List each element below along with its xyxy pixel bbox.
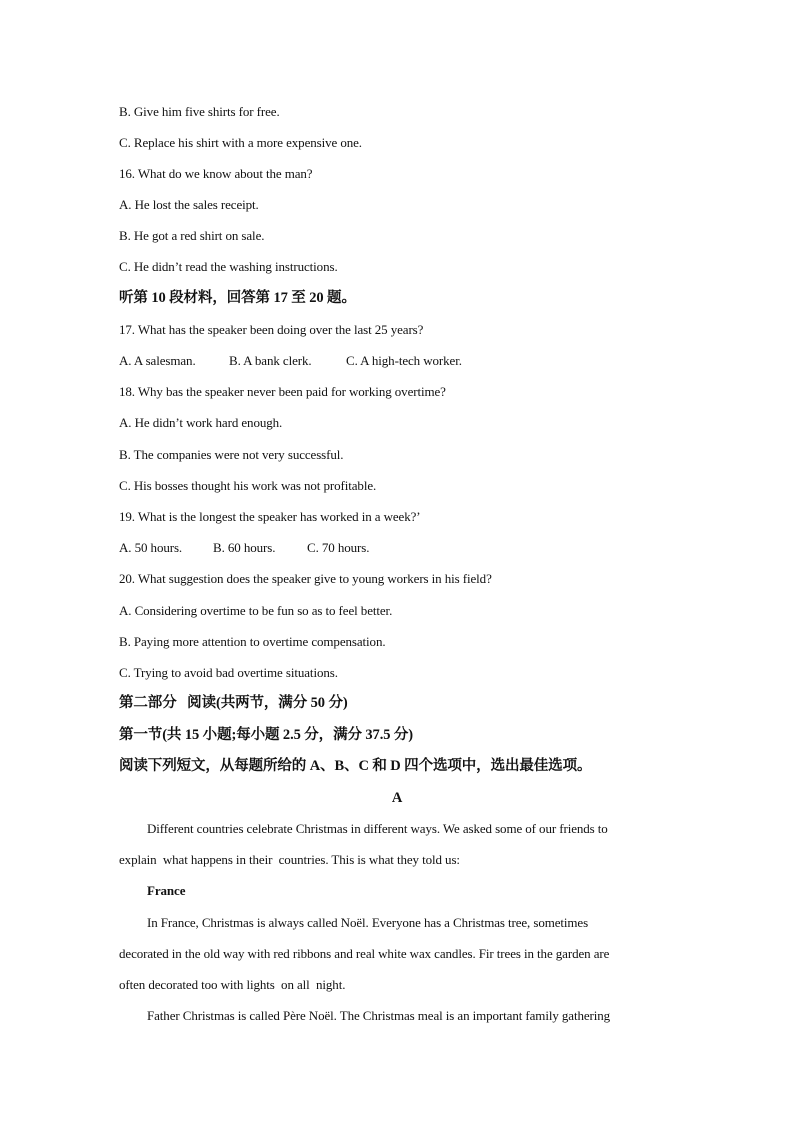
option-16b: B. He got a red shirt on sale. — [119, 228, 265, 243]
passage-paragraph-2-line-1: In France, Christmas is always called Noël. Everyone has a Christmas tree, sometimes — [147, 915, 589, 930]
option-20a: A. Considering overtime to be fun so as to feel better. — [119, 603, 393, 618]
reading-instruction: 阅读下列短文，从每题所给的 A、B、C 和 D 四个选项中，选出最佳选项。 — [119, 758, 592, 774]
option-20c: C. Trying to avoid bad overtime situations. — [119, 665, 338, 680]
section-one-heading: 第一节(共 15 小题;每小题 2.5 分，满分 37.5 分) — [119, 727, 414, 743]
option-18c: C. His bosses thought his work was not profitable. — [119, 478, 377, 493]
passage-paragraph-1-line-2: explain what happens in their countries. This is what they told us: — [119, 852, 460, 867]
question-19: 19. What is the longest the speaker has worked in a week?’ — [119, 509, 421, 524]
section-instruction-10: 听第 10 段材料，回答第 17 至 20 题。 — [119, 290, 356, 306]
option-17b: B. A bank clerk. — [229, 353, 312, 368]
passage-paragraph-3-line-1: Father Christmas is called Père Noël. The Christmas meal is an important family gathering — [147, 1008, 611, 1023]
option-19a: A. 50 hours. — [119, 540, 183, 555]
option-19b: B. 60 hours. — [213, 540, 276, 555]
option-18b: B. The companies were not very successful. — [119, 447, 344, 462]
option-18a: A. He didn’t work hard enough. — [119, 415, 283, 430]
passage-paragraph-2-line-2: decorated in the old way with red ribbons and real white wax candles. Fir trees in the garden are — [119, 946, 610, 961]
passage-title: A — [391, 790, 403, 806]
passage-paragraph-1-line-1: Different countries celebrate Christmas in different ways. We asked some of our friends to — [147, 821, 608, 836]
part-two-heading: 第二部分 阅读(共两节，满分 50 分) — [119, 695, 348, 711]
options-17 — [119, 353, 462, 369]
passage-paragraph-2-line-3: often decorated too with lights on all night. — [119, 977, 346, 992]
subheading-france: France — [147, 883, 186, 898]
option-19c: C. 70 hours. — [307, 540, 370, 555]
options-19 — [119, 540, 369, 556]
option-17c: C. A high-tech worker. — [346, 353, 462, 368]
question-17: 17. What has the speaker been doing over the last 25 years? — [119, 322, 424, 337]
option-16a: A. He lost the sales receipt. — [119, 197, 259, 212]
question-18: 18. Why bas the speaker never been paid for working overtime? — [119, 384, 446, 399]
question-20: 20. What suggestion does the speaker give to young workers in his field? — [119, 571, 492, 586]
question-16: 16. What do we know about the man? — [119, 166, 313, 181]
option-16c: C. He didn’t read the washing instructions. — [119, 259, 338, 274]
option-17a: A. A salesman. — [119, 353, 196, 368]
option-15b: B. Give him five shirts for free. — [119, 104, 280, 119]
option-20b: B. Paying more attention to overtime compensation. — [119, 634, 386, 649]
option-15c: C. Replace his shirt with a more expensive one. — [119, 135, 362, 150]
